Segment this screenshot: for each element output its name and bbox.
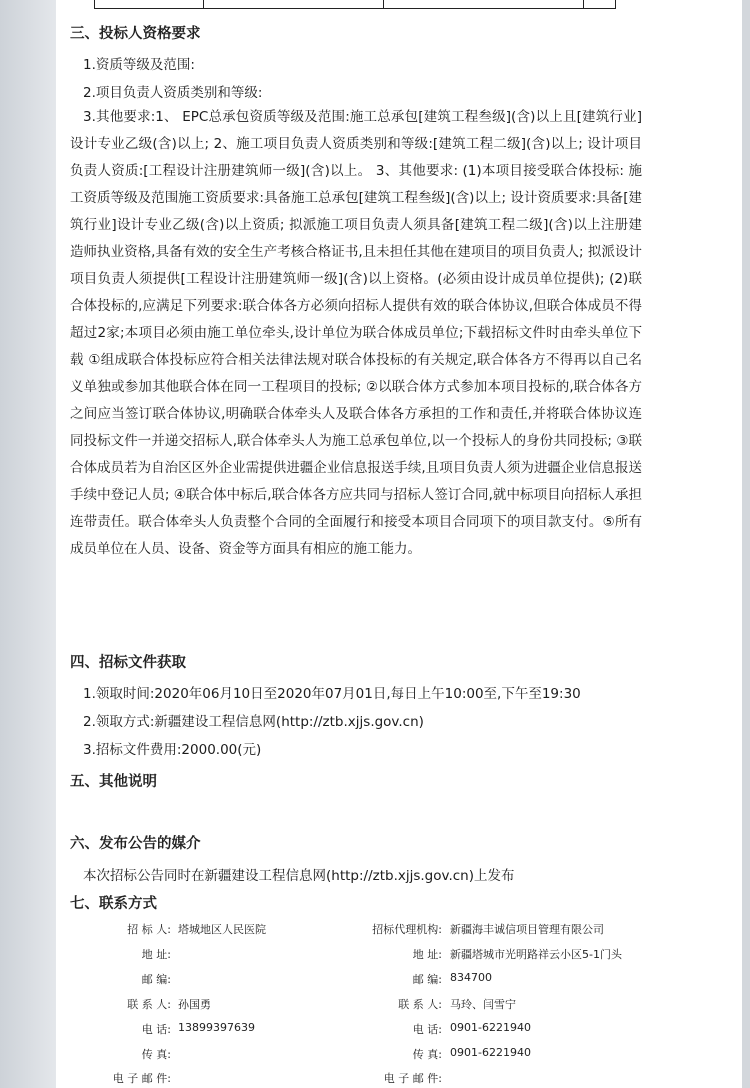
tenderer-contact-value: 孙国勇 bbox=[178, 998, 211, 1011]
section-3-title: 三、投标人资格要求 bbox=[70, 26, 201, 42]
section-3-item-1: 1.资质等级及范围: bbox=[83, 57, 195, 73]
section-3-item-3: 3.其他要求:1、 EPC总承包资质等级及范围:施工总承包[建筑工程叁级](含)以上且[建筑行业]设计专业乙级(含)以上; 2、施工项目负责人资质类别和等级:[建筑工程二级](含)以上; 设计项目负责人资质:[工程设计注册建筑师一级](含)以上。 3、其他要求: (1)本项目接受联合体投标: 施工资质等级及范围施工资质要求:具备施工总承包[建筑工程叁级](含)以上; 设计资质要求:具备[建筑行业]设计专业乙级(含)以上资质; 拟派施工项目负责人须具备[建筑工程二级](含)以上注册建造师执业资格,具备有效的安全生产考核合格证书,且未担任其他在建项目的项目负责人; 拟派设计项目负责人须提供[工程设计注册建筑师一级](含)以上资格。(必须由设计成员单位提供); (2)联合体投标的,应满足下列要求:联合体各方必须向招标人提供有效的联合体协议,但联合体成员不得超过2家;本项目必须由施工单位牵头,设计单位为联合体成员单位;下载招标文件时由牵头单位下载 ①组成联合体投标应符合相关法律法规对联合体投标的有关规定,联合体各方不得再以自己名义单独或参加其他联合体在同一工程项目的投标; ②以联合体方式参加本项目投标的,联合体各方之间应当签订联合体协议,明确联合体牵头人及联合体各方承担的工作和责任,并将联合体协议连同投标文件一并递交招标人,联合体牵头人为施工总承包单位,以一个投标人的身份共同投标; ③联合体成员若为自治区区外企业需提供进疆企业信息报送手续,且项目负责人须为进疆企业信息报送手续中登记人员; ④联合体中标后,联合体各方应共同与招标人签订合同,就中标项目向招标人承担连带责任。联合体牵头人负责整个合同的全面履行和接受本项目合同项下的项目款支付。⑤所有成员单位在人员、设备、资金等方面具有相应的施工能力。 bbox=[70, 109, 642, 557]
agency-phone-value: 0901-6221940 bbox=[450, 1021, 531, 1034]
agency-postcode-label: 邮 编: bbox=[412, 973, 442, 986]
tenderer-fax-label: 传 真: bbox=[141, 1048, 171, 1061]
agency-postcode-value: 834700 bbox=[450, 971, 492, 984]
agency-contact-label: 联 系 人: bbox=[398, 998, 442, 1011]
agency-contact-value: 马玲、闫雪宁 bbox=[450, 998, 516, 1011]
agency-address-label: 地 址: bbox=[412, 948, 442, 961]
section-7-title: 七、联系方式 bbox=[70, 896, 157, 912]
section-4-title: 四、招标文件获取 bbox=[70, 655, 186, 671]
section-6-text: 本次招标公告同时在新疆建设工程信息网(http://ztb.xjjs.gov.cn)上发布 bbox=[83, 868, 515, 884]
agency-email-label: 电 子 邮 件: bbox=[383, 1072, 442, 1085]
right-margin bbox=[742, 0, 750, 1088]
tenderer-contact-label: 联 系 人: bbox=[127, 998, 171, 1011]
section-3-item-2: 2.项目负责人资质类别和等级: bbox=[83, 85, 263, 101]
document-page bbox=[56, 0, 742, 1088]
agency-fax-label: 传 真: bbox=[412, 1048, 442, 1061]
tenderer-postcode-label: 邮 编: bbox=[141, 973, 171, 986]
section-4-item-2: 2.领取方式:新疆建设工程信息网(http://ztb.xjjs.gov.cn) bbox=[83, 714, 424, 730]
agency-phone-label: 电 话: bbox=[412, 1023, 442, 1036]
section-5-title: 五、其他说明 bbox=[70, 774, 157, 790]
left-margin bbox=[0, 0, 56, 1088]
tenderer-phone-value: 13899397639 bbox=[178, 1021, 255, 1034]
agency-address-value: 新疆塔城市光明路祥云小区5-1门头 bbox=[450, 948, 622, 961]
agency-label: 招标代理机构: bbox=[372, 923, 442, 936]
tenderer-label: 招 标 人: bbox=[127, 923, 171, 936]
tenderer-value: 塔城地区人民医院 bbox=[178, 923, 266, 936]
agency-value: 新疆海丰诚信项目管理有限公司 bbox=[450, 923, 604, 936]
agency-fax-value: 0901-6221940 bbox=[450, 1046, 531, 1059]
tenderer-address-label: 地 址: bbox=[141, 948, 171, 961]
section-6-title: 六、发布公告的媒介 bbox=[70, 836, 201, 852]
tenderer-phone-label: 电 话: bbox=[141, 1023, 171, 1036]
section-4-item-1: 1.领取时间:2020年06月10日至2020年07月01日,每日上午10:00至,下午至19:30 bbox=[83, 686, 581, 702]
section-4-item-3: 3.招标文件费用:2000.00(元) bbox=[83, 742, 262, 758]
table-fragment bbox=[94, 0, 616, 9]
tenderer-email-label: 电 子 邮 件: bbox=[112, 1072, 171, 1085]
